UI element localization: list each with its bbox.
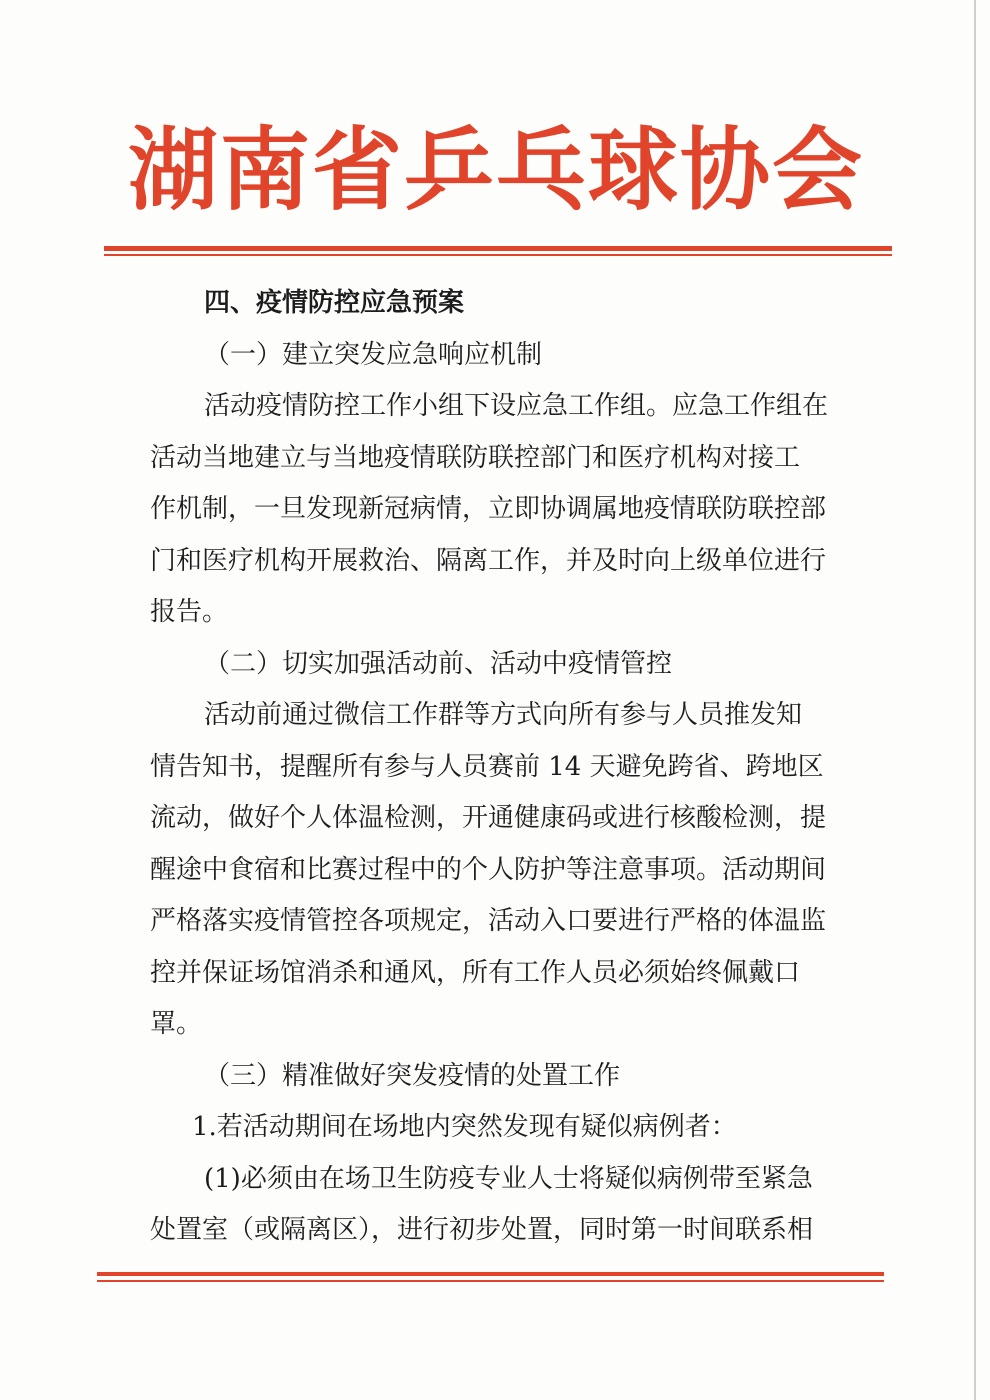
paragraph-line: 门和医疗机构开展救治、隔离工作，并及时向上级单位进行 [150, 545, 827, 576]
subsection-heading-2: （二）切实加强活动前、活动中疫情管控 [204, 648, 673, 679]
paragraph-line: 流动，做好个人体温检测，开通健康码或进行核酸检测，提 [150, 803, 827, 833]
list-item-1: 1.若活动期间在场地内突然发现有疑似病例者： [192, 1112, 737, 1142]
footer-rule-thick [97, 1272, 884, 1276]
letterhead-rule-thin [104, 254, 892, 256]
paragraph-line: 罩。 [150, 1009, 203, 1039]
document-body [150, 278, 840, 1257]
paragraph-line: 控并保证场馆消杀和通风，所有工作人员必须始终佩戴口 [150, 957, 801, 988]
footer-rule-thin [97, 1280, 884, 1282]
paragraph-line: 情告知书，提醒所有参与人员赛前 14 天避免跨省、跨地区 [150, 751, 824, 782]
paragraph-line: (1)必须由在场卫生防疫专业人士将疑似病例带至紧急 [204, 1163, 813, 1194]
paragraph-line: 活动前通过微信工作群等方式向所有参与人员推发知 [204, 700, 803, 730]
paragraph-line: 报告。 [150, 597, 229, 627]
paragraph-line: 处置室（或隔离区），进行初步处置，同时第一时间联系相 [150, 1215, 814, 1245]
section-heading: 四、疫情防控应急预案 [204, 288, 465, 318]
paragraph-line: 严格落实疫情管控各项规定，活动入口要进行严格的体温监 [150, 906, 827, 936]
letterhead-title: 湖南省乒乓球协会 [128, 117, 864, 223]
paragraph-line: 醒途中食宿和比赛过程中的个人防护等注意事项。活动期间 [150, 854, 827, 885]
paragraph-line: 活动疫情防控工作小组下设应急工作组。应急工作组在 [204, 391, 829, 421]
subsection-heading-1: （一）建立突发应急响应机制 [204, 339, 543, 370]
subsection-heading-3: （三）精准做好突发疫情的处置工作 [204, 1060, 621, 1091]
paragraph-line: 活动当地建立与当地疫情联防联控部门和医疗机构对接工 [150, 442, 801, 473]
paragraph-line: 作机制，一旦发现新冠病情，立即协调属地疫情联防联控部 [150, 494, 827, 524]
page-edge-line [974, 0, 976, 1400]
letterhead-rule-thick [104, 246, 892, 251]
